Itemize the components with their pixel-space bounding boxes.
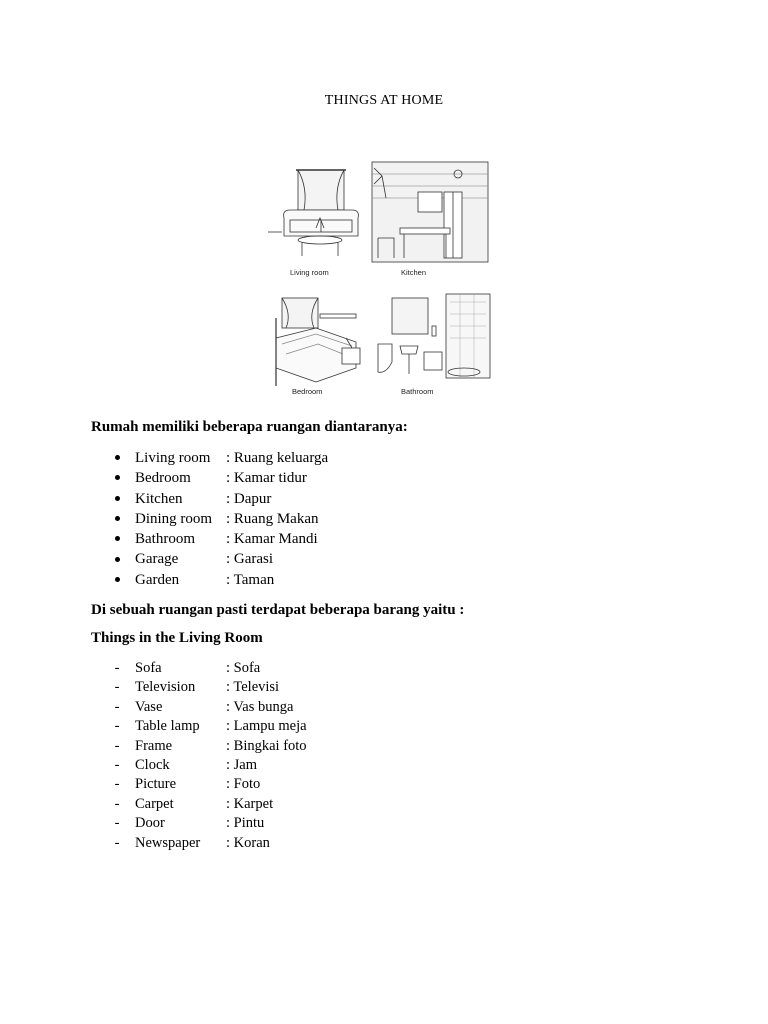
item-term: Newspaper (135, 834, 201, 851)
bullet-dot (115, 496, 120, 501)
item-definition: : Lampu meja (226, 718, 307, 735)
item-term: Clock (135, 756, 170, 773)
item-definition: : Foto (226, 776, 261, 793)
item-term: Dining room (135, 510, 213, 527)
item-term: Garage (135, 551, 179, 568)
bullet-marker (110, 468, 124, 488)
item-definition: : Ruang keluarga (226, 450, 329, 466)
bullet-dot (115, 557, 120, 562)
bullet-marker (110, 448, 124, 468)
things-heading: Di sebuah ruangan pasti terdapat beberapa barang yaitu : (91, 602, 465, 618)
item-definition: : Dapur (226, 490, 272, 507)
item-term: Carpet (135, 795, 174, 812)
item-definition: : Sofa (226, 660, 261, 676)
bullet-marker (110, 549, 124, 569)
item-definition: : Kamar Mandi (226, 531, 318, 548)
bullet-marker (110, 509, 124, 529)
item-definition: : Garasi (226, 551, 274, 568)
item-definition: : Jam (226, 756, 258, 773)
item-term: Kitchen (135, 490, 183, 507)
item-definition: : Ruang Makan (226, 510, 319, 527)
item-term: Table lamp (135, 718, 200, 735)
item-definition: : Karpet (226, 795, 274, 812)
rooms-illustration-drawing (268, 158, 492, 402)
item-term: Bedroom (135, 470, 191, 487)
item-term: Living room (135, 450, 211, 466)
kitchen-caption: Kitchen (401, 268, 427, 277)
rooms-illustration (268, 158, 492, 402)
living-room-caption: Living room (290, 268, 329, 277)
dash-marker: - (114, 834, 120, 851)
item-term: Vase (135, 698, 163, 715)
dash-marker: - (114, 660, 120, 676)
item-term: Frame (135, 737, 173, 754)
item-definition: : Taman (226, 571, 275, 588)
page-title: THINGS AT HOME (324, 93, 444, 108)
dash-marker: - (114, 815, 120, 832)
bullet-dot (115, 475, 120, 480)
dash-marker: - (114, 698, 120, 715)
item-term: Garden (135, 571, 180, 588)
bedroom-drawing (276, 298, 360, 386)
item-definition: : Vas bunga (226, 698, 294, 715)
dash-marker: - (114, 776, 120, 793)
bullet-dot (115, 536, 120, 541)
item-definition: : Koran (226, 834, 270, 851)
bullet-dot (115, 577, 120, 582)
bedroom-caption: Bedroom (292, 387, 323, 396)
dash-marker: - (114, 795, 120, 812)
item-term: Door (135, 815, 165, 832)
dash-marker: - (114, 679, 120, 696)
bullet-dot (115, 455, 120, 460)
item-definition: : Kamar tidur (226, 470, 307, 487)
dash-marker: - (114, 756, 120, 773)
living-room-heading: Things in the Living Room (91, 630, 263, 646)
living-room-drawing (268, 170, 358, 256)
rooms-heading: Rumah memiliki beberapa ruangan diantaranya: (91, 419, 408, 435)
item-definition: : Pintu (226, 815, 265, 832)
bullet-dot (115, 516, 120, 521)
item-definition: : Televisi (226, 679, 280, 696)
bullet-marker (110, 570, 124, 590)
dash-marker: - (114, 718, 120, 735)
item-term: Television (135, 679, 196, 696)
item-term: Sofa (135, 660, 162, 676)
bathroom-drawing (378, 294, 490, 378)
item-term: Picture (135, 776, 177, 793)
bullet-marker (110, 529, 124, 549)
dash-marker: - (114, 737, 120, 754)
bathroom-caption: Bathroom (401, 387, 434, 396)
item-term: Bathroom (135, 531, 195, 548)
bullet-marker (110, 489, 124, 509)
item-definition: : Bingkai foto (226, 737, 307, 754)
kitchen-drawing (372, 162, 488, 262)
